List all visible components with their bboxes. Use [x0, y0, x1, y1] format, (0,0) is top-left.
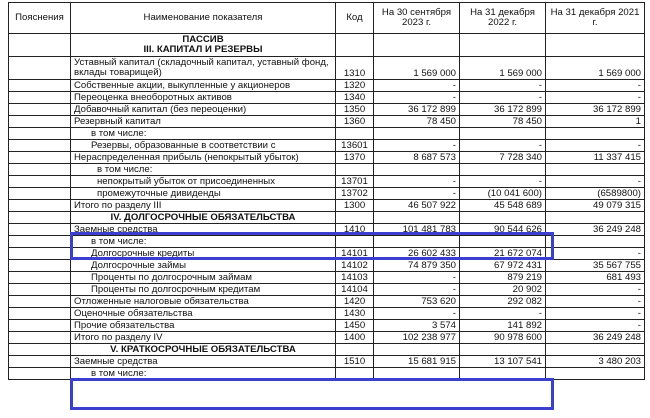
cell-value-2022-12-31 [460, 368, 546, 380]
cell-name: Оценочные обязательства [71, 308, 336, 320]
cell-value-2023-09-30: 753 620 [374, 296, 460, 308]
cell-code [336, 128, 374, 140]
cell-code [336, 212, 374, 224]
cell-value-2023-09-30 [374, 128, 460, 140]
cell-value-2023-09-30: - [374, 176, 460, 188]
cell-value-2023-09-30: 102 238 977 [374, 332, 460, 344]
cell-value-2021-12-31 [546, 34, 645, 57]
cell-value-2023-09-30: 74 879 350 [374, 260, 460, 272]
cell-code [336, 344, 374, 356]
cell-value-2021-12-31 [546, 164, 645, 176]
table-row [9, 224, 645, 236]
cell-value-2022-12-31: - [460, 176, 546, 188]
cell-notes [9, 176, 71, 188]
cell-value-2022-12-31 [460, 34, 546, 57]
cell-value-2023-09-30: - [374, 284, 460, 296]
cell-value-2023-09-30: - [374, 308, 460, 320]
cell-value-2022-12-31 [460, 164, 546, 176]
cell-notes [9, 80, 71, 92]
table-row [9, 34, 645, 57]
cell-name: Итого по разделу III [71, 200, 336, 212]
cell-notes [9, 128, 71, 140]
cell-notes [9, 296, 71, 308]
table-row [9, 164, 645, 176]
table-row [9, 152, 645, 164]
cell-code: 1410 [336, 224, 374, 236]
table-row [9, 260, 645, 272]
cell-notes [9, 200, 71, 212]
table-row [9, 104, 645, 116]
cell-name: Резервный капитал [71, 116, 336, 128]
cell-value-2021-12-31: 1 569 000 [546, 57, 645, 80]
cell-value-2023-09-30: - [374, 92, 460, 104]
header-code: Код [336, 3, 374, 34]
cell-value-2022-12-31: 21 672 074 [460, 248, 546, 260]
table-row [9, 176, 645, 188]
cell-value-2022-12-31: 141 892 [460, 320, 546, 332]
cell-value-2022-12-31 [460, 236, 546, 248]
header-col3: На 31 декабря 2021 г. [546, 3, 645, 34]
cell-value-2023-09-30: - [374, 188, 460, 200]
cell-value-2022-12-31: 13 107 541 [460, 356, 546, 368]
cell-value-2023-09-30: 78 450 [374, 116, 460, 128]
cell-code [336, 164, 374, 176]
table-row [9, 296, 645, 308]
cell-value-2021-12-31: - [546, 140, 645, 152]
cell-value-2023-09-30: 3 574 [374, 320, 460, 332]
cell-value-2021-12-31: 36 249 248 [546, 224, 645, 236]
cell-value-2023-09-30: - [374, 140, 460, 152]
cell-notes [9, 320, 71, 332]
cell-value-2023-09-30: 1 569 000 [374, 57, 460, 80]
cell-value-2021-12-31 [546, 344, 645, 356]
cell-value-2021-12-31 [546, 212, 645, 224]
cell-value-2023-09-30 [374, 368, 460, 380]
cell-value-2021-12-31: - [546, 284, 645, 296]
table-row [9, 188, 645, 200]
table-row [9, 368, 645, 380]
cell-name: Заемные средства [71, 224, 336, 236]
cell-value-2023-09-30 [374, 164, 460, 176]
cell-code [336, 368, 374, 380]
cell-name: Проценты по долгосрочным займам [71, 272, 336, 284]
cell-value-2023-09-30: 8 687 573 [374, 152, 460, 164]
cell-name: Итого по разделу IV [71, 332, 336, 344]
cell-notes [9, 344, 71, 356]
table-row [9, 272, 645, 284]
table-row [9, 80, 645, 92]
cell-notes [9, 260, 71, 272]
cell-value-2023-09-30 [374, 34, 460, 57]
cell-value-2022-12-31: - [460, 140, 546, 152]
cell-code: 1420 [336, 296, 374, 308]
cell-code: 14104 [336, 284, 374, 296]
table-row [9, 236, 645, 248]
cell-name: непокрытый убыток от присоединенных [71, 176, 336, 188]
cell-value-2022-12-31 [460, 212, 546, 224]
table-row [9, 212, 645, 224]
cell-code: 14103 [336, 272, 374, 284]
cell-code: 13701 [336, 176, 374, 188]
header-notes: Пояснения [9, 3, 71, 34]
cell-name: V. КРАТКОСРОЧНЫЕ ОБЯЗАТЕЛЬСТВА [71, 344, 336, 356]
table-row [9, 140, 645, 152]
cell-notes [9, 224, 71, 236]
cell-value-2021-12-31: - [546, 176, 645, 188]
cell-code: 1450 [336, 320, 374, 332]
table-row [9, 200, 645, 212]
table-row [9, 92, 645, 104]
cell-name: Собственные акции, выкупленные у акционеров [71, 80, 336, 92]
cell-name: Нераспределенная прибыль (непокрытый убыток) [71, 152, 336, 164]
cell-code: 1310 [336, 57, 374, 80]
cell-name: Уставный капитал (складочный капитал, уставный фонд, вклады товарищей) [71, 57, 336, 80]
cell-value-2021-12-31 [546, 236, 645, 248]
cell-notes [9, 332, 71, 344]
table-body [9, 34, 645, 380]
cell-notes [9, 116, 71, 128]
cell-code: 13601 [336, 140, 374, 152]
cell-value-2021-12-31: - [546, 296, 645, 308]
cell-value-2022-12-31: 67 972 431 [460, 260, 546, 272]
cell-value-2023-09-30 [374, 344, 460, 356]
cell-value-2021-12-31: 36 249 248 [546, 332, 645, 344]
cell-name: Резервы, образованные в соответствии с [71, 140, 336, 152]
cell-name: в том числе: [71, 368, 336, 380]
cell-value-2022-12-31: - [460, 80, 546, 92]
cell-value-2021-12-31: 3 480 203 [546, 356, 645, 368]
cell-value-2023-09-30: - [374, 80, 460, 92]
cell-value-2021-12-31: 11 337 415 [546, 152, 645, 164]
table-row [9, 332, 645, 344]
cell-name: промежуточные дивиденды [71, 188, 336, 200]
highlight-box-section-v [70, 378, 554, 410]
cell-value-2021-12-31 [546, 368, 645, 380]
cell-value-2023-09-30: 36 172 899 [374, 104, 460, 116]
cell-value-2022-12-31: 879 219 [460, 272, 546, 284]
cell-code: 13702 [336, 188, 374, 200]
cell-notes [9, 284, 71, 296]
table-row [9, 116, 645, 128]
cell-code: 1340 [336, 92, 374, 104]
cell-notes [9, 212, 71, 224]
table-header-row [9, 3, 645, 34]
cell-code: 1320 [336, 80, 374, 92]
cell-value-2022-12-31: 45 548 689 [460, 200, 546, 212]
cell-notes [9, 308, 71, 320]
cell-notes [9, 356, 71, 368]
cell-name: Отложенные налоговые обязательства [71, 296, 336, 308]
cell-value-2023-09-30: 46 507 922 [374, 200, 460, 212]
cell-code: 1350 [336, 104, 374, 116]
cell-notes [9, 368, 71, 380]
cell-value-2021-12-31 [546, 128, 645, 140]
cell-name: в том числе: [71, 236, 336, 248]
cell-value-2021-12-31: - [546, 92, 645, 104]
cell-value-2021-12-31: - [546, 80, 645, 92]
cell-notes [9, 92, 71, 104]
cell-value-2021-12-31: - [546, 308, 645, 320]
cell-notes [9, 152, 71, 164]
cell-name: IV. ДОЛГОСРОЧНЫЕ ОБЯЗАТЕЛЬСТВА [71, 212, 336, 224]
cell-name: Проценты по долгосрочным кредитам [71, 284, 336, 296]
cell-notes [9, 140, 71, 152]
table-row [9, 248, 645, 260]
cell-notes [9, 104, 71, 116]
cell-value-2022-12-31: (10 041 600) [460, 188, 546, 200]
table-row [9, 128, 645, 140]
cell-code: 1360 [336, 116, 374, 128]
cell-name: в том числе: [71, 164, 336, 176]
cell-value-2022-12-31: 1 569 000 [460, 57, 546, 80]
cell-value-2023-09-30: - [374, 272, 460, 284]
header-name: Наименование показателя [71, 3, 336, 34]
cell-code: 14102 [336, 260, 374, 272]
cell-value-2021-12-31: - [546, 320, 645, 332]
cell-value-2023-09-30 [374, 236, 460, 248]
table-row [9, 57, 645, 80]
cell-name: Переоценка внеоборотных активов [71, 92, 336, 104]
cell-code [336, 236, 374, 248]
table-row [9, 284, 645, 296]
cell-notes [9, 164, 71, 176]
cell-name: Долгосрочные займы [71, 260, 336, 272]
cell-value-2022-12-31: 36 172 899 [460, 104, 546, 116]
cell-code [336, 34, 374, 57]
cell-value-2022-12-31: 90 544 626 [460, 224, 546, 236]
cell-code: 1300 [336, 200, 374, 212]
cell-value-2022-12-31: 20 902 [460, 284, 546, 296]
header-col1: На 30 сентября 2023 г. [374, 3, 460, 34]
cell-value-2022-12-31: 90 978 600 [460, 332, 546, 344]
cell-value-2021-12-31: - [546, 248, 645, 260]
cell-value-2022-12-31: - [460, 308, 546, 320]
table-row [9, 344, 645, 356]
cell-value-2021-12-31: 1 [546, 116, 645, 128]
table-row [9, 320, 645, 332]
cell-value-2022-12-31 [460, 344, 546, 356]
balance-sheet-table [8, 2, 645, 380]
cell-name: Долгосрочные кредиты [71, 248, 336, 260]
cell-value-2023-09-30: 15 681 915 [374, 356, 460, 368]
cell-code: 1430 [336, 308, 374, 320]
cell-code: 1510 [336, 356, 374, 368]
cell-value-2021-12-31: 36 172 899 [546, 104, 645, 116]
cell-value-2023-09-30 [374, 212, 460, 224]
cell-notes [9, 188, 71, 200]
cell-code: 1400 [336, 332, 374, 344]
cell-value-2021-12-31: (6589800) [546, 188, 645, 200]
cell-notes [9, 236, 71, 248]
cell-name: Прочие обязательства [71, 320, 336, 332]
table-row [9, 308, 645, 320]
cell-value-2022-12-31: - [460, 92, 546, 104]
cell-notes [9, 34, 71, 57]
cell-name: ПАССИВ III. КАПИТАЛ И РЕЗЕРВЫ [71, 34, 336, 57]
cell-notes [9, 57, 71, 80]
cell-name: в том числе: [71, 128, 336, 140]
cell-name: Заемные средства [71, 356, 336, 368]
cell-value-2022-12-31: 292 082 [460, 296, 546, 308]
cell-value-2021-12-31: 35 567 755 [546, 260, 645, 272]
cell-code: 14101 [336, 248, 374, 260]
table-row [9, 356, 645, 368]
cell-code: 1370 [336, 152, 374, 164]
cell-value-2021-12-31: 681 493 [546, 272, 645, 284]
header-col2: На 31 декабря 2022 г. [460, 3, 546, 34]
cell-value-2022-12-31: 78 450 [460, 116, 546, 128]
cell-value-2021-12-31: 49 079 315 [546, 200, 645, 212]
cell-notes [9, 248, 71, 260]
cell-value-2022-12-31: 7 728 340 [460, 152, 546, 164]
cell-value-2022-12-31 [460, 128, 546, 140]
cell-name: Добавочный капитал (без переоценки) [71, 104, 336, 116]
cell-value-2023-09-30: 101 481 783 [374, 224, 460, 236]
cell-value-2023-09-30: 26 602 433 [374, 248, 460, 260]
cell-notes [9, 272, 71, 284]
